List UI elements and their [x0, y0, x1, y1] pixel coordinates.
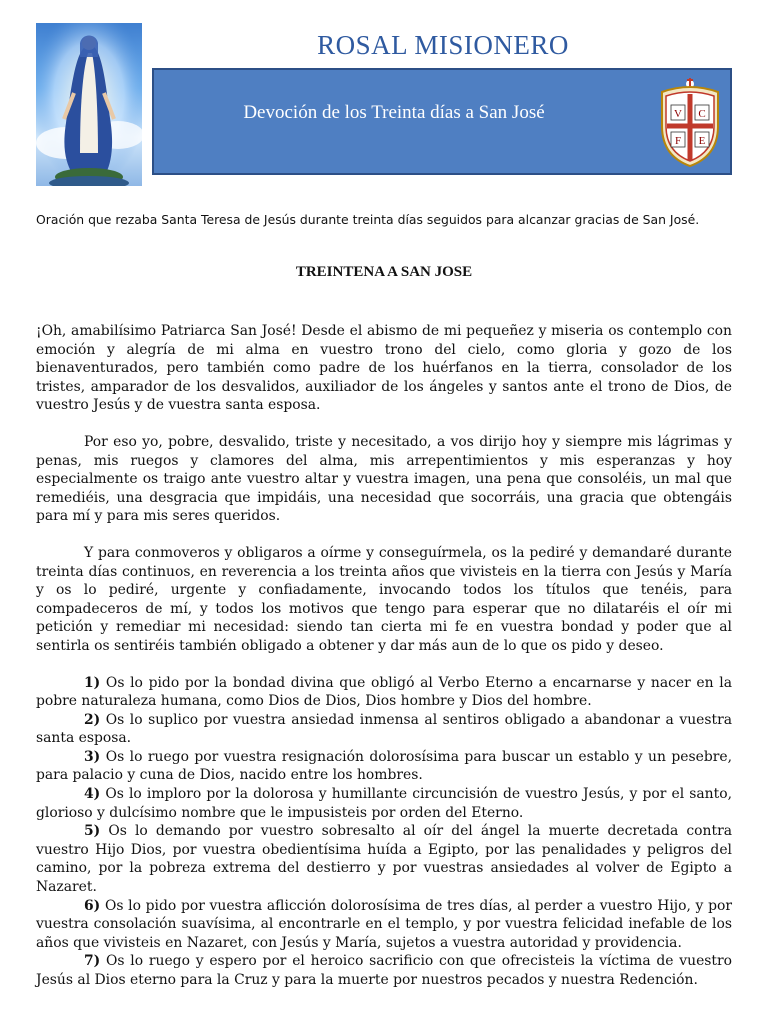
prayer-heading: TREINTENA A SAN JOSE [295, 264, 473, 280]
site-title: ROSAL MISIONERO [317, 30, 569, 60]
prayer-body [36, 322, 732, 990]
petition-text: Os lo suplico por vuestra ansiedad inmensa al sentiros obligado a abandonar a vuestra santa esposa. [36, 711, 732, 747]
petition-text: Os lo pido por la bondad divina que obligó al Verbo Eterno a encarnarse y nacer en la pobre naturaleza humana, como Dios de Dios, Dios hombre y Dios del hombre. [36, 674, 732, 710]
petition-4 [36, 785, 732, 822]
crest-letter-f: F [674, 135, 682, 147]
intro-text: Oración que rezaba Santa Teresa de Jesús durante treinta días seguidos para alcanzar gracias de San José. [36, 212, 700, 227]
petition-6 [36, 897, 732, 953]
crest-letter-c: C [698, 108, 706, 120]
paragraph-2: Por eso yo, pobre, desvalido, triste y necesitado, a vos dirijo hoy y siempre mis lágrimas y penas, mis ruegos y clamores del alma, mis arrepentimientos y mis esperanzas y hoy especialmente os traigo ante vuestro altar y vuestra imagen, una pena que consoléis, un mal que remediéis, una desgracia que impidáis, una necesidad que socorráis, una gracia que obtengáis para mí y para mis seres queridos. [36, 433, 732, 525]
virgin-mary-image [36, 23, 142, 186]
crest-letter-v: V [674, 108, 682, 120]
petition-text: Os lo ruego y espero por el heroico sacrificio con que ofrecisteis la víctima de vuestro Jesús al Dios eterno para la Cruz y para la muerte por nuestros pecados y nuestra Redención. [36, 953, 732, 988]
petition-2 [36, 711, 732, 748]
petition-1 [36, 674, 732, 711]
petition-number: 7) [84, 953, 101, 970]
petition-number: 3) [84, 748, 101, 765]
header-banner [152, 68, 732, 175]
petition-text: Os lo ruego por vuestra resignación dolorosísima para buscar un establo y un pesebre, para palacio y cuna de Dios, nacido entre los hombres. [36, 748, 732, 784]
paragraph-3: Y para conmoveros y obligaros a oírme y conseguírmela, os la pediré y demandaré durante treinta días continuos, en reverencia a los treinta años que vivisteis en la tierra con Jesús y María y os lo pediré, urgente y confiadamente, invocando todos los títulos que tenéis, para compadeceros de mí, y todos los motivos que tengo para esperar que no dilataréis el oír mi petición y remediar mi necesidad: siendo tan cierta mi fe en vuestra bondad y poder que al sentirla os sentiréis también obligado a obtener y dar más aun de lo que os pido y deseo. [36, 544, 732, 654]
banner-title: Devoción de los Treinta días a San José [243, 102, 545, 123]
petition-5 [36, 822, 732, 896]
crest-emblem [656, 78, 724, 168]
petition-number: 2) [84, 711, 101, 728]
petition-text: Os lo pido por vuestra aflicción dolorosísima de tres días, al perder a vuestro Hijo, y por vuestra consolación suavísima, al encontrarle en el templo, y por vuestra felicidad inefable de los años que vivisteis en Nazaret, con Jesús y María, sujetos a vuestra autoridad y providencia. [36, 897, 732, 951]
petition-number: 6) [84, 897, 101, 914]
crest-letter-e: E [698, 135, 706, 147]
petition-text: Os lo demando por vuestro sobresalto al oír del ángel la muerte decretada contra vuestro Hijo Dios, por vuestra obedientísima huída a Egipto, por las penalidades y peligros del camino, por la pobreza extrema del destierro y por vuestras ansiedades al volver de Egipto a Nazaret. [36, 823, 732, 896]
petition-number: 5) [84, 823, 101, 840]
petitions-list [36, 674, 732, 990]
petition-text: Os lo imploro por la dolorosa y humillante circuncisión de vuestro Jesús, y por el santo, glorioso y dulcísimo nombre que le impusisteis por orden del Eterno. [36, 786, 732, 821]
petition-7 [36, 952, 732, 989]
petition-number: 4) [84, 786, 101, 803]
petition-3 [36, 748, 732, 785]
petition-number: 1) [84, 674, 101, 691]
paragraph-1: ¡Oh, amabilísimo Patriarca San José! Desde el abismo de mi pequeñez y miseria os contemplo con emoción y alegría de mi alma en vuestro trono del cielo, como gloria y gozo de los bienaventurados, pero también como padre de los huérfanos en la tierra, consolador de los tristes, amparador de los desvalidos, auxiliador de los ángeles y santos ante el trono de Dios, de vuestro Jesús y de vuestra santa esposa. [36, 323, 732, 414]
